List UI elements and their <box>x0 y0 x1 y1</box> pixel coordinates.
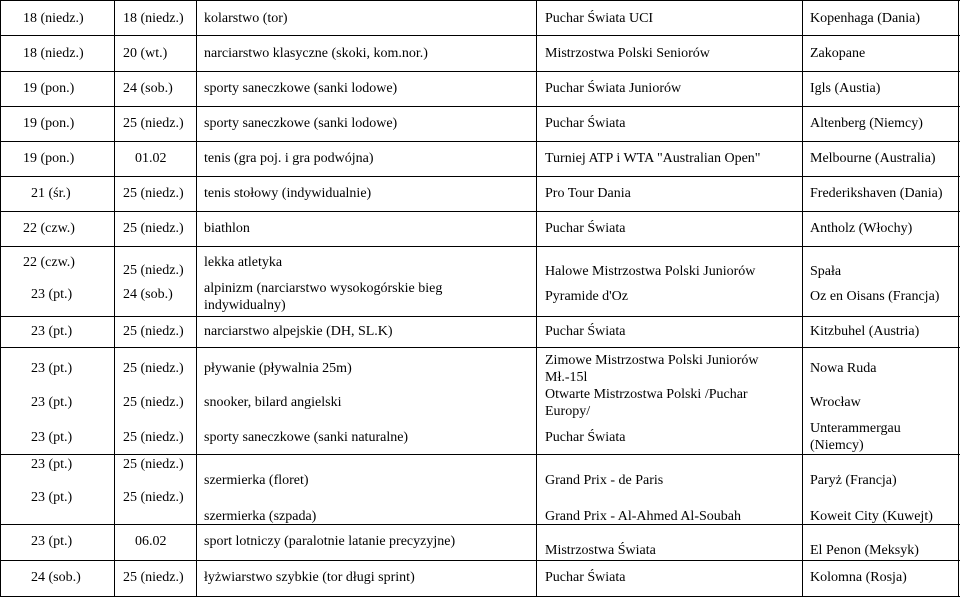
location-cell: Melbourne (Australia) <box>810 151 936 166</box>
event-cell: Puchar Świata <box>545 116 626 131</box>
end-date-cell: 25 (niedz.) <box>123 395 184 410</box>
row-divider <box>0 246 960 247</box>
start-date-cell: 23 (pt.) <box>31 534 73 549</box>
discipline-cell: sport lotniczy (paralotnie latanie precyzyjne) <box>204 534 456 549</box>
location-cell: Nowa Ruda <box>810 361 877 376</box>
location-cell: Igls (Austia) <box>810 81 881 96</box>
discipline-cell: tenis (gra poj. i gra podwójna) <box>204 151 374 166</box>
event-cell: Pro Tour Dania <box>545 186 631 201</box>
column-divider <box>802 0 803 597</box>
discipline-cell: szermierka (floret) <box>204 473 309 488</box>
location-cell: Kolomna (Rosja) <box>810 570 907 585</box>
end-date-cell: 25 (niedz.) <box>123 430 184 445</box>
start-date-cell: 21 (śr.) <box>31 186 71 201</box>
location-cell: El Penon (Meksyk) <box>810 543 919 558</box>
discipline-cell: kolarstwo (tor) <box>204 11 288 26</box>
discipline-cell: sporty saneczkowe (sanki lodowe) <box>204 116 398 131</box>
event-cell: Halowe Mistrzostwa Polski Juniorów <box>545 264 756 279</box>
event-cell: Grand Prix - de Paris <box>545 473 664 488</box>
end-date-cell: 20 (wt.) <box>123 46 168 61</box>
column-divider <box>0 0 1 597</box>
start-date-cell: 23 (pt.) <box>31 361 73 376</box>
event-cell: Turniej ATP i WTA "Australian Open" <box>545 151 761 166</box>
column-divider <box>536 0 537 597</box>
discipline-cell: biathlon <box>204 221 250 236</box>
start-date-cell: 22 (czw.) <box>23 255 75 270</box>
location-cell: Paryż (Francja) <box>810 473 897 488</box>
event-cell: Puchar Świata <box>545 430 626 445</box>
start-date-cell: 18 (niedz.) <box>23 11 84 26</box>
start-date-cell: 23 (pt.) <box>31 430 73 445</box>
event-cell: Grand Prix - Al-Ahmed Al-Soubah <box>545 509 741 524</box>
event-cell: Puchar Świata <box>545 570 626 585</box>
discipline-cell: narciarstwo klasyczne (skoki, kom.nor.) <box>204 46 428 61</box>
location-cell: Kitzbuhel (Austria) <box>810 324 920 339</box>
event-cell: Mistrzostwa Świata <box>545 543 656 558</box>
discipline-cell: narciarstwo alpejskie (DH, SL.K) <box>204 324 393 339</box>
column-divider <box>196 0 197 597</box>
end-date-cell: 24 (sob.) <box>123 81 173 96</box>
column-divider <box>114 0 115 597</box>
start-date-cell: 24 (sob.) <box>31 570 81 585</box>
end-date-cell: 25 (niedz.) <box>123 457 184 472</box>
start-date-cell: 23 (pt.) <box>31 457 73 472</box>
end-date-cell: 25 (niedz.) <box>123 361 184 376</box>
location-cell: Spała <box>810 264 842 279</box>
discipline-cell: lekka atletyka <box>204 255 283 270</box>
start-date-cell: 19 (pon.) <box>23 116 75 131</box>
end-date-cell: 25 (niedz.) <box>123 570 184 585</box>
row-divider <box>0 454 960 455</box>
event-cell: Mistrzostwa Polski Seniorów <box>545 46 710 61</box>
location-cell: Oz en Oisans (Francja) <box>810 289 940 304</box>
discipline-cell: snooker, bilard angielski <box>204 395 342 410</box>
discipline-cell: pływanie (pływalnia 25m) <box>204 361 352 376</box>
discipline-cell: sporty saneczkowe (sanki lodowe) <box>204 81 398 96</box>
event-cell: Puchar Świata <box>545 324 626 339</box>
start-date-cell: 23 (pt.) <box>31 395 73 410</box>
row-divider <box>0 71 960 72</box>
row-divider <box>0 35 960 36</box>
row-divider <box>0 347 960 348</box>
start-date-cell: 19 (pon.) <box>23 151 75 166</box>
end-date-cell: 25 (niedz.) <box>123 263 184 278</box>
event-cell: Puchar Świata Juniorów <box>545 81 682 96</box>
discipline-cell: tenis stołowy (indywidualnie) <box>204 186 372 201</box>
location-cell: Zakopane <box>810 46 866 61</box>
end-date-cell: 25 (niedz.) <box>123 324 184 339</box>
location-cell: Wrocław <box>810 395 861 410</box>
row-divider <box>0 560 960 561</box>
row-divider <box>0 0 960 1</box>
end-date-cell: 06.02 <box>135 534 167 549</box>
end-date-cell: 25 (niedz.) <box>123 490 184 505</box>
row-divider <box>0 141 960 142</box>
event-cell: Pyramide d'Oz <box>545 289 629 304</box>
location-cell: Antholz (Włochy) <box>810 221 913 236</box>
row-divider <box>0 316 960 317</box>
start-date-cell: 23 (pt.) <box>31 324 73 339</box>
start-date-cell: 23 (pt.) <box>31 490 73 505</box>
discipline-cell: łyżwiarstwo szybkie (tor długi sprint) <box>204 570 415 585</box>
location-cell: Altenberg (Niemcy) <box>810 116 923 131</box>
end-date-cell: 25 (niedz.) <box>123 116 184 131</box>
event-cell: Puchar Świata UCI <box>545 11 654 26</box>
start-date-cell: 23 (pt.) <box>31 287 73 302</box>
event-cell: Zimowe Mistrzostwa Polski Juniorów Mł.-15l <box>545 353 759 385</box>
discipline-cell: sporty saneczkowe (sanki naturalne) <box>204 430 409 445</box>
event-cell: Otwarte Mistrzostwa Polski /Puchar Europy/ <box>545 387 748 419</box>
discipline-cell: alpinizm (narciarstwo wysokogórskie bieg indywidualny) <box>204 281 443 313</box>
row-divider <box>0 106 960 107</box>
start-date-cell: 18 (niedz.) <box>23 46 84 61</box>
location-cell: Unterammergau (Niemcy) <box>810 421 901 453</box>
start-date-cell: 19 (pon.) <box>23 81 75 96</box>
location-cell: Kopenhaga (Dania) <box>810 11 921 26</box>
row-divider <box>0 211 960 212</box>
end-date-cell: 25 (niedz.) <box>123 186 184 201</box>
end-date-cell: 24 (sob.) <box>123 287 173 302</box>
location-cell: Frederikshaven (Dania) <box>810 186 943 201</box>
end-date-cell: 01.02 <box>135 151 167 166</box>
start-date-cell: 22 (czw.) <box>23 221 75 236</box>
discipline-cell: szermierka (szpada) <box>204 509 317 524</box>
column-divider <box>958 0 959 597</box>
end-date-cell: 25 (niedz.) <box>123 221 184 236</box>
row-divider <box>0 176 960 177</box>
location-cell: Koweit City (Kuwejt) <box>810 509 933 524</box>
event-cell: Puchar Świata <box>545 221 626 236</box>
end-date-cell: 18 (niedz.) <box>123 11 184 26</box>
